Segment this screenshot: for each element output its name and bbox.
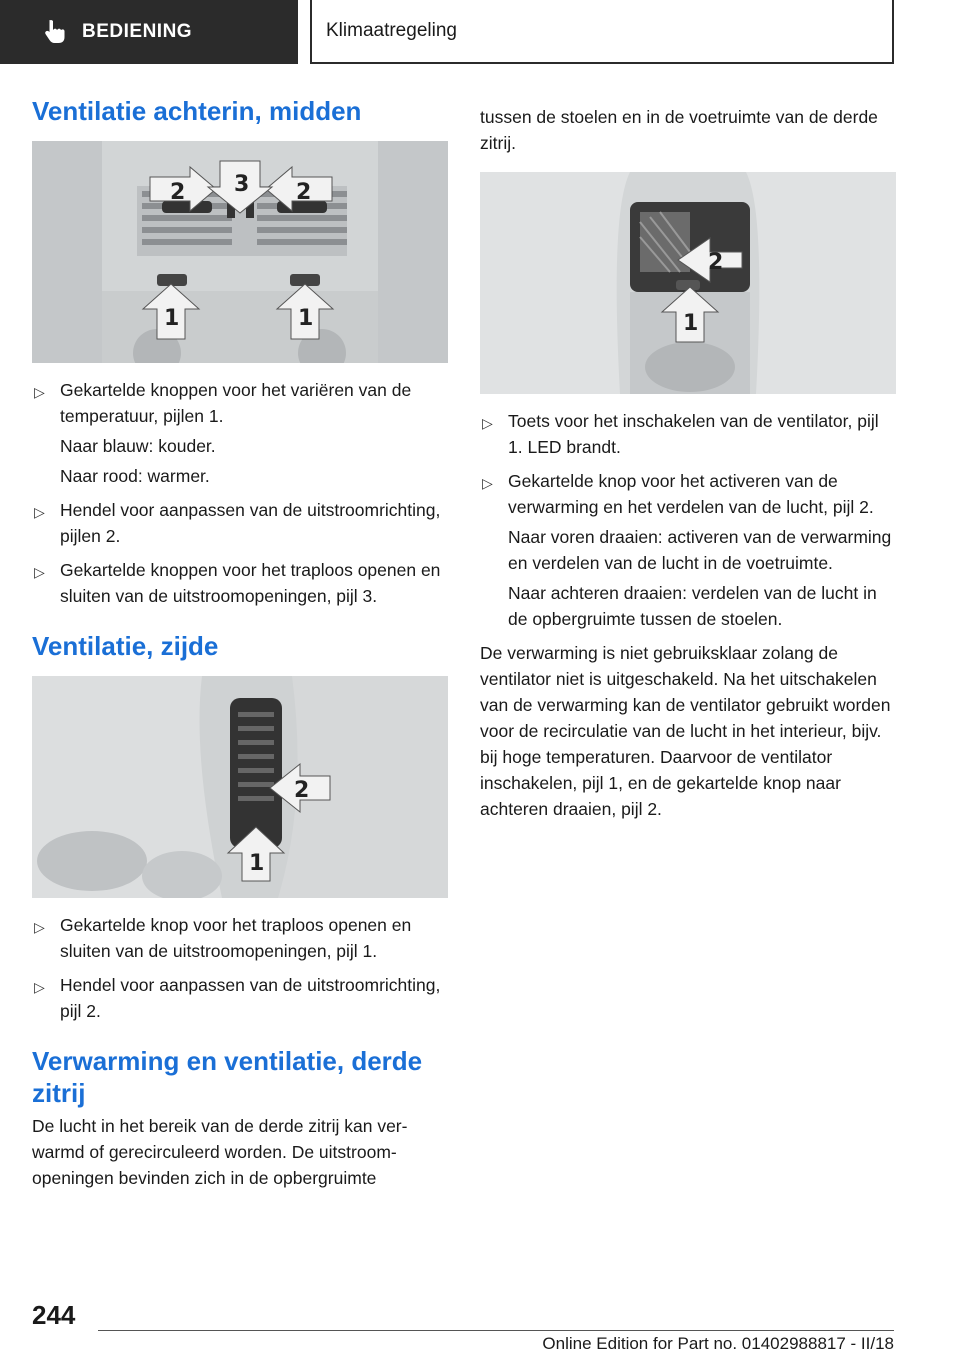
list-side [32, 912, 448, 1024]
footer-edition: Online Edition for Part no. 01402988817 - II/18 [542, 1334, 894, 1353]
img1-label-3: 3 [234, 172, 250, 198]
hand-pointer-icon [40, 17, 70, 47]
section-title: BEDIENING [82, 21, 193, 42]
triangle-bullet-icon: ▷ [34, 979, 45, 996]
list-item: ▷ Gekartelde knoppen voor het traploos openen en sluiten van de uitstroomopeningen, pijl 3. [34, 560, 441, 607]
image-third-row [480, 172, 896, 394]
img2-label-1: 1 [249, 851, 265, 877]
left-column [32, 96, 448, 1191]
img1-label-2a: 2 [170, 180, 186, 206]
triangle-bullet-icon: ▷ [34, 564, 45, 581]
section-tab [0, 0, 298, 64]
img1-label-2b: 2 [296, 180, 312, 206]
list-item: ▷ Toets voor het inschakelen van de ventilator, pijl 1. LED brandt. [482, 411, 879, 457]
paragraph-heating-note: De verwarming is niet gebruiksklaar zolang de ventilator niet is uitgeschakeld. Na het uitschakelen van de verwarming kan de ventilator gebruikt worden voor de recirculatie van de lucht in het interieur, bijv. bij hoge temperaturen. Daarvoor de ventilator inschakelen, pijl 1, en de gekartelde knop naar achteren draaien, pijl 2. [480, 643, 891, 819]
img3-label-2: 2 [708, 250, 724, 275]
list-item: ▷ Hendel voor aanpassen van de uitstroomrichting, pijl 2. [34, 975, 441, 1022]
chapter-header [310, 0, 894, 64]
paragraph-third-row: De lucht in het bereik van de derde zitrij kan verwarmd of gerecirculeerd worden. De uitstroomopeningen bevinden zich in de opbergruimte [32, 1115, 408, 1188]
image-side-vent [32, 676, 448, 898]
heading-rear-center: Ventilatie achterin, midden [32, 96, 362, 126]
img1-label-1b: 1 [298, 306, 314, 332]
right-column [480, 104, 896, 822]
heading-third-row: Verwarming en ventilatie, derde zitrij [32, 1046, 423, 1108]
img3-label-1: 1 [683, 311, 699, 336]
triangle-bullet-icon: ▷ [34, 919, 45, 936]
triangle-bullet-icon: ▷ [482, 415, 493, 431]
heading-side: Ventilatie, zijde [32, 631, 219, 662]
img1-label-1a: 1 [164, 306, 180, 332]
paragraph-continued: tussen de stoelen en in de voetruimte van de derde zitrij. [480, 107, 878, 153]
list-third-row [480, 408, 896, 632]
list-rear-center [32, 377, 448, 609]
image-rear-vent [32, 141, 448, 363]
img2-label-2: 2 [294, 778, 310, 804]
list-item: ▷ Gekartelde knop voor het activeren van de verwarming en het verdelen van de lucht, pijl 2. Naar voren draaien: activeren van de verwarming en verdelen van de lucht in de voetruimte. Naar achteren draaien: verdelen van de lucht in de opbergruimte tussen de stoelen. [482, 471, 892, 629]
triangle-bullet-icon: ▷ [34, 384, 45, 401]
footer-divider [98, 1330, 894, 1331]
list-item: ▷ Gekartelde knoppen voor het variëren van de temperatuur, pijlen 1. Naar blauw: kouder. Naar rood: warmer. [34, 380, 412, 487]
chapter-title: Klimaatregeling [326, 20, 457, 41]
page-number: 244 [32, 1300, 76, 1330]
triangle-bullet-icon: ▷ [34, 504, 45, 521]
list-item: ▷ Hendel voor aanpassen van de uitstroomrichting, pijlen 2. [34, 500, 441, 547]
triangle-bullet-icon: ▷ [482, 475, 493, 491]
list-item: ▷ Gekartelde knop voor het traploos openen en sluiten van de uitstroomopeningen, pijl 1. [34, 915, 412, 962]
